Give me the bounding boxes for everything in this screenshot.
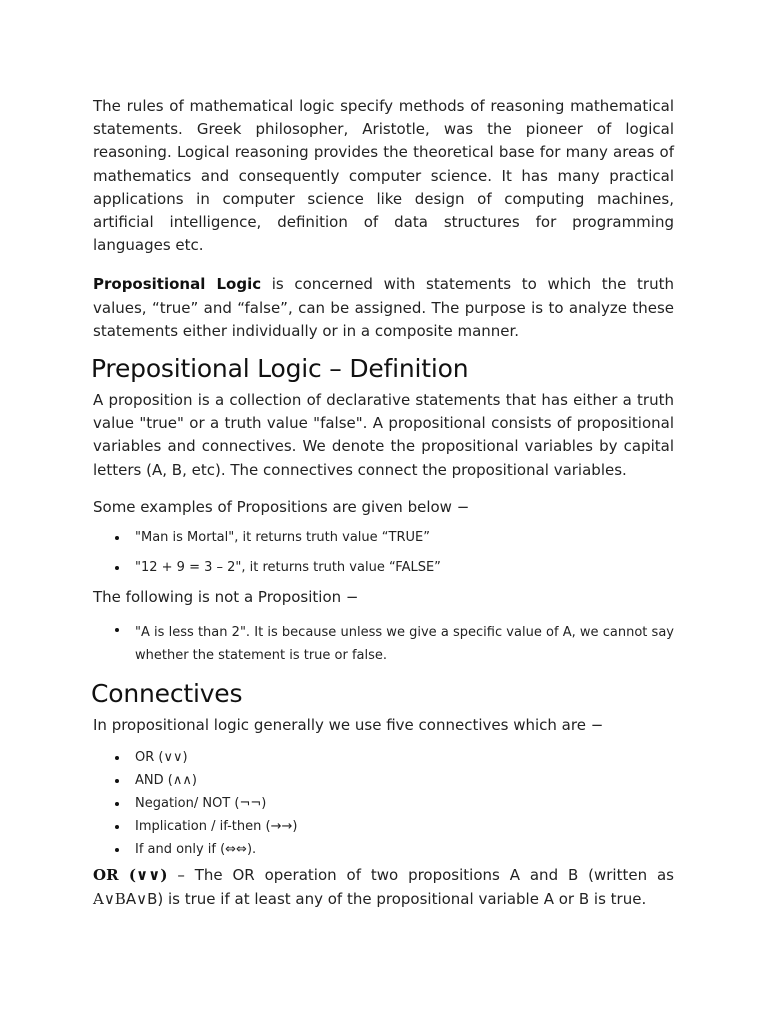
list-item: "Man is Mortal", it returns truth value “TRUE” <box>113 529 674 547</box>
list-item: OR (∨∨) <box>113 749 674 767</box>
connectives-intro: In propositional logic generally we use five connectives which are − <box>93 716 604 735</box>
list-item: "12 + 9 = 3 – 2", it returns truth value “FALSE” <box>113 559 674 577</box>
list-item: "A is less than 2". It is because unless we give a specific value of A, we cannot say whether the statement is true or false. <box>113 621 674 667</box>
definition-paragraph: A proposition is a collection of declarative statements that has either a truth value "true" or a truth value "false". A propositional consists of propositional variables and connectives. We denote the propositional variables by capital letters (A, B, etc). The connectives connect the propositional variables. <box>93 391 674 479</box>
examples-intro: Some examples of Propositions are given below − <box>93 497 470 516</box>
not-proposition-list <box>93 621 674 667</box>
or-operation-text-1: – The OR operation of two propositions A and B (written as <box>167 866 674 885</box>
propositional-logic-term: Propositional Logic <box>93 275 262 294</box>
list-item: Implication / if-then (→→) <box>113 818 674 836</box>
propositional-logic-paragraph <box>93 273 674 343</box>
list-item: AND (∧∧) <box>113 772 674 790</box>
or-expression: A∨B <box>93 889 126 908</box>
connectives-list <box>93 749 674 859</box>
intro-paragraph: The rules of mathematical logic specify methods of reasoning mathematical statements. Greek philosopher, Aristotle, was the pioneer of logical reasoning. Logical reasoning provides the theoretical base for many areas of mathematics and consequently computer science. It has many practical applications in computer science like design of computing machines, artificial intelligence, definition of data structures for programming languages etc. <box>93 97 674 255</box>
or-operation-text-2: A∨B) is true if at least any of the propositional variable A or B is true. <box>125 889 647 908</box>
connectives-heading: Connectives <box>91 679 243 709</box>
or-operation-paragraph <box>93 864 674 910</box>
list-item: If and only if (⇔⇔). <box>113 841 674 859</box>
propositional-logic-text: is concerned with statements to which the truth values, “true” and “false”, can be assigned. The purpose is to analyze these statements either individually or in a composite manner. <box>93 275 674 340</box>
not-proposition-intro: The following is not a Proposition − <box>93 588 359 607</box>
examples-list <box>93 529 674 577</box>
or-operation-label: OR (∨∨) <box>93 866 168 885</box>
definition-heading: Prepositional Logic – Definition <box>91 354 469 384</box>
list-item: Negation/ NOT (¬¬) <box>113 795 674 813</box>
